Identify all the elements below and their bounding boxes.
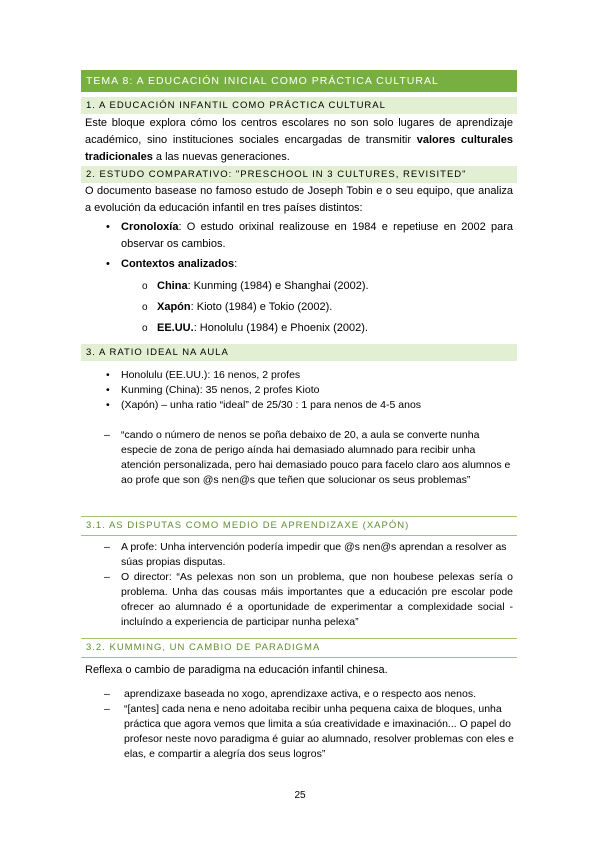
context-china-text: : Kunming (1984) e Shanghai (2002). (187, 280, 369, 292)
ratio-item-honolulu: Honolulu (EE.UU.): 16 nenos, 2 profes (121, 369, 301, 381)
ratio-item-kunming: Kunming (China): 35 nenos, 2 profes Kioto (121, 384, 320, 396)
section-3-1-heading: 3.1. AS DISPUTAS COMO MEDIO DE APRENDIZAXE (XAPÓN) (86, 520, 410, 531)
ratio-bullet-3: • (106, 399, 110, 411)
sub-bullet-xapon: o (142, 302, 148, 313)
paradigm-dash-2: – (104, 703, 110, 715)
paradigm-item-1: aprendizaxe baseada no xogo, aprendizaxe activa, e o respecto aos nenos. (124, 688, 476, 700)
bullet-cronoloxia: • (106, 221, 110, 233)
cronoloxia-item (121, 219, 513, 253)
page-number: 25 (294, 790, 306, 801)
section-3-2-bottom-rule (81, 657, 517, 658)
paradigm-item-2: “[antes] cada nena e neno adoitaba recibir unha pequena caixa de bloques, unha práctica que agora vemos que limita a súa creatividade e imaxinación... O papel do profesor neste novo paradigma é guiar ao alumnado, resolver problemas con eles e elas, e compartir a alegría dos seus logros” (124, 703, 514, 760)
context-eeuu-label: EE.UU. (157, 322, 194, 334)
section-2-intro: O documento basease no famoso estudo de Joseph Tobin e o seu equipo, que analiza a evolución da educación infantil en tres países distintos: (85, 185, 513, 214)
cronoloxia-label: Cronoloxía (121, 221, 179, 233)
section-3-2-intro: Reflexa o cambio de paradigma na educación infantil chinesa. (85, 664, 388, 676)
section-1-text-c: a las nuevas generaciones. (152, 151, 290, 163)
ratio-item-xapon: (Xapón) – unha ratio “ideal” de 25/30 : 1 para nenos de 4-5 anos (121, 399, 422, 411)
paradigm-dash-1: – (104, 688, 110, 700)
contextos-item (121, 256, 513, 273)
disputes-teacher: A profe: Unha intervención podería impedir que @s nen@s aprendan a resolver as súas propias disputas. (121, 541, 507, 568)
sub-bullet-china: o (142, 281, 148, 292)
context-china-label: China (157, 280, 188, 292)
ratio-quote: “cando o número de nenos se poña debaixo de 20, a aula se converte nunha especie de zona de perigo aínda hai demasiado alumnado para recibir unha atención personalizada, pero hai demasiado pouco para facelo claro aos alumnos e ao profe que son @s nen@s que teñen que solucionar os seus problemas” (121, 429, 511, 486)
section-3-2-heading: 3.2. KUMMING, UN CAMBIO DE PARADIGMA (86, 642, 321, 653)
section-3-1-bottom-rule (81, 535, 517, 536)
disputes-dash-1: – (104, 541, 110, 553)
quote-dash: – (104, 429, 110, 441)
disputes-director: O director: “As pelexas non son un problema, que non houbese pelexas sería o problema. Unha das cousas máis importantes que a educación pre escolar pode ofrecer ao alumnado é a oportunidade de experimentar a complexidade social - incluíndo a experiencia de participar nunha pelexa” (121, 571, 513, 628)
disputes-dash-2: – (104, 571, 110, 583)
section-1-text-a: Este bloque explora cómo los centros escolares no son solo lugares de aprendizaje académico, sino instituciones sociales encargadas de transmitir (85, 117, 513, 146)
ratio-bullet-1: • (106, 369, 110, 381)
section-2-heading: 2. ESTUDO COMPARATIVO: "PRESCHOOL IN 3 CULTURES, REVISITED" (81, 166, 517, 183)
context-eeuu-text: : Honolulu (1984) e Phoenix (2002). (193, 322, 368, 334)
context-xapon (157, 299, 513, 316)
sub-bullet-eeuu: o (142, 323, 148, 334)
contextos-label: Contextos analizados (121, 258, 235, 270)
context-eeuu (157, 320, 513, 337)
section-1-paragraph (85, 115, 513, 166)
section-3-1-top-rule (81, 516, 517, 517)
ratio-bullet-2: • (106, 384, 110, 396)
context-china (157, 278, 513, 295)
contextos-colon: : (234, 258, 238, 270)
section-3-2-top-rule (81, 638, 517, 639)
context-xapon-label: Xapón (157, 301, 191, 313)
bullet-contextos: • (106, 258, 110, 270)
section-1-heading: 1. A EDUCACIÓN INFANTIL COMO PRÁCTICA CULTURAL (81, 97, 517, 114)
section-3-heading: 3. A RATIO IDEAL NA AULA (81, 344, 517, 361)
section-1-bold: valores culturales tradicionales (85, 134, 513, 163)
chapter-title: TEMA 8: A EDUCACIÓN INICIAL COMO PRÁCTICA CULTURAL (81, 70, 517, 92)
cronoloxia-text: : O estudo orixinal realizouse en 1984 e repetiuse en 2002 para observar os cambios. (121, 221, 513, 250)
context-xapon-text: : Kioto (1984) e Tokio (2002). (190, 301, 333, 313)
